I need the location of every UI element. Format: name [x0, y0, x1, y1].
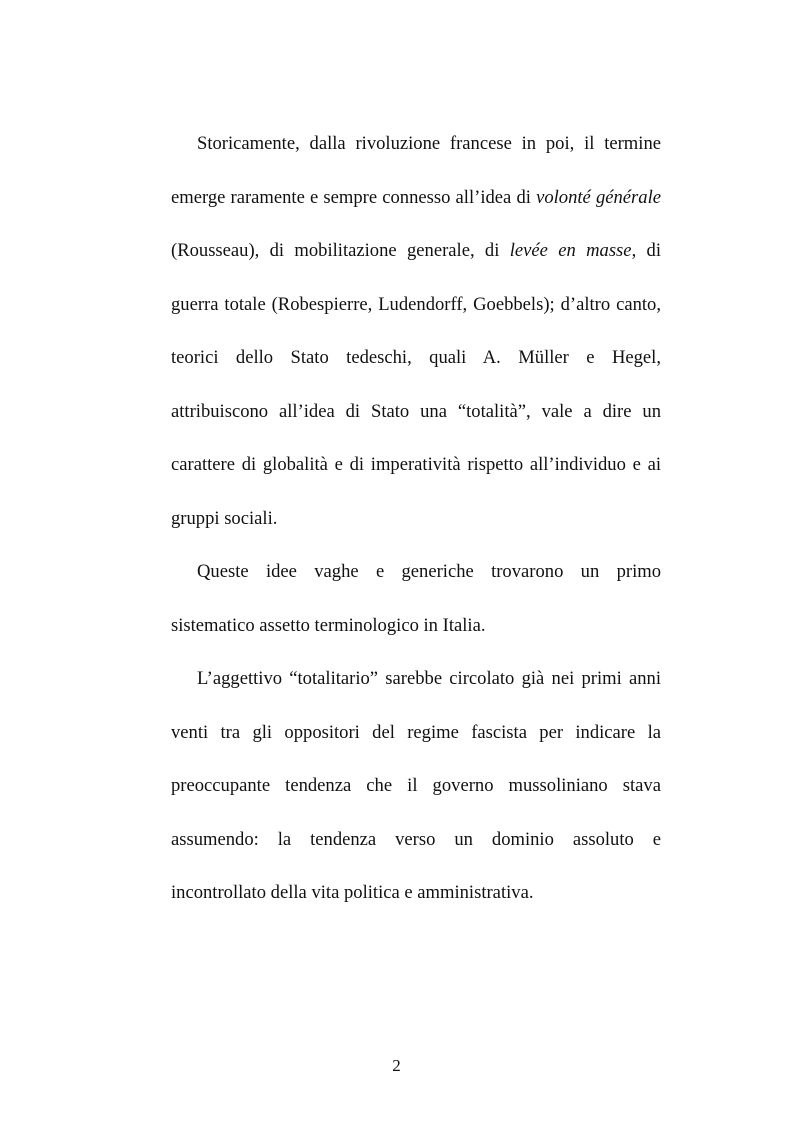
- text-segment: emerge raramente e sempre connesso all’idea di: [171, 186, 537, 208]
- text-segment: gruppi sociali.: [171, 507, 278, 529]
- paragraph: [171, 661, 661, 929]
- page-number: 2: [392, 1056, 401, 1075]
- text-segment: preoccupante tendenza che il governo mussoliniano stava: [171, 775, 661, 796]
- text-line: [171, 554, 661, 608]
- text-segment: guerra totale (Robespierre, Ludendorff, Goebbels); d’altro canto,: [171, 293, 661, 315]
- text-line: [171, 287, 661, 341]
- text-line: [171, 608, 661, 662]
- text-line: [171, 661, 661, 715]
- text-segment: venti tra gli oppositori del regime fascista per indicare la: [171, 721, 661, 743]
- text-segment: (Rousseau), di mobilitazione generale, di: [171, 240, 510, 261]
- text-line: [171, 126, 661, 180]
- text-line: [171, 875, 661, 929]
- text-segment: incontrollato della vita politica e amministrativa.: [171, 882, 534, 903]
- italic-phrase: levée en masse: [509, 240, 632, 261]
- text-line: [171, 447, 661, 501]
- text-segment: attribuiscono all’idea di Stato una “totalità”, vale a dire un: [171, 400, 661, 422]
- text-line: [171, 715, 661, 769]
- text-segment: carattere di globalità e di imperatività rispetto all’individuo e ai: [171, 454, 661, 475]
- text-line: [171, 340, 661, 394]
- body-text: [171, 126, 661, 929]
- text-line: [171, 233, 661, 287]
- text-line: [171, 180, 661, 234]
- text-line: [171, 768, 661, 822]
- text-segment: assumendo: la tendenza verso un dominio assoluto e: [171, 828, 661, 850]
- italic-phrase: volonté générale: [536, 186, 661, 208]
- text-segment: , di: [631, 240, 661, 261]
- paragraph: [171, 554, 661, 661]
- text-segment: Queste idee vaghe e generiche trovarono un primo: [197, 561, 661, 582]
- text-segment: teorici dello Stato tedeschi, quali A. Müller e Hegel,: [171, 347, 661, 368]
- text-line: [171, 822, 661, 876]
- text-segment: Storicamente, dalla rivoluzione francese in poi, il termine: [197, 133, 661, 154]
- text-line: [171, 501, 661, 555]
- text-line: [171, 394, 661, 448]
- paragraph: [171, 126, 661, 554]
- text-segment: sistematico assetto terminologico in Italia.: [171, 614, 486, 636]
- text-segment: L’aggettivo “totalitario” sarebbe circolato già nei primi anni: [197, 668, 661, 689]
